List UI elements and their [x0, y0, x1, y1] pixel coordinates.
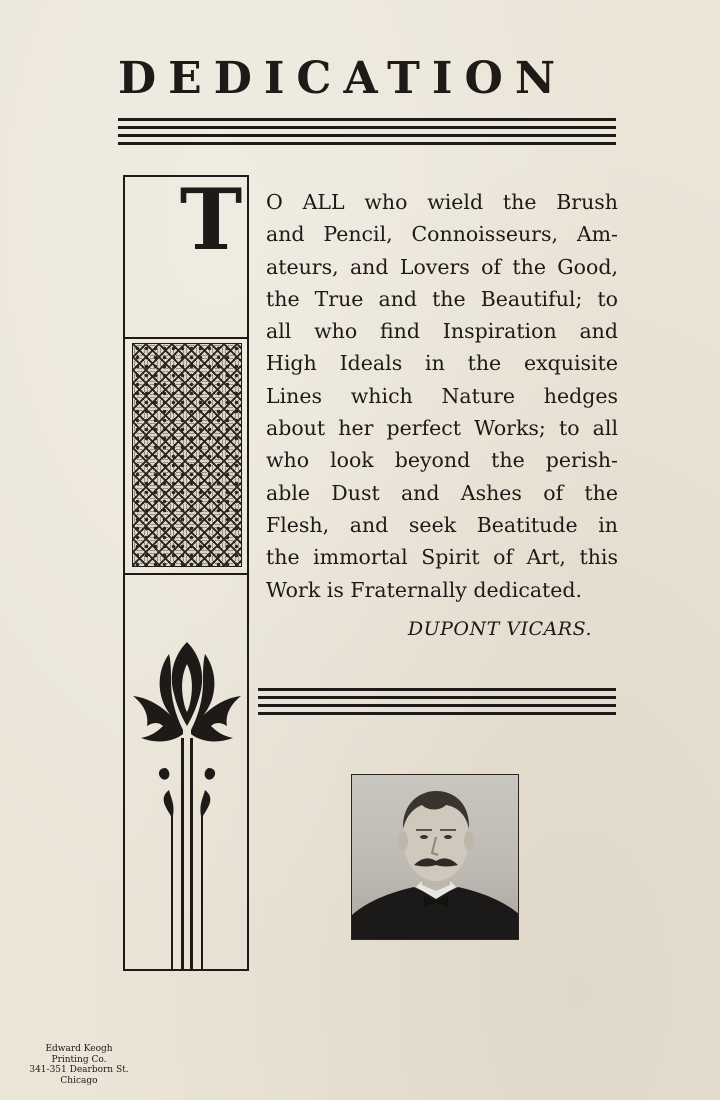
dedication-line: who look beyond the perish- [266, 448, 618, 473]
dedication-line: High Ideals in the exquisite [266, 351, 618, 376]
dedication-line: Flesh, and seek Beatitude in [266, 512, 618, 537]
signature: DUPONT VICARS. [407, 618, 592, 640]
decorative-lattice-pattern [132, 343, 242, 567]
dedication-line: about her perfect Works; to all [266, 416, 618, 441]
imprint-line: 341-351 Dearborn St. [29, 1065, 129, 1075]
dedication-line: all who find Inspiration and [266, 319, 618, 344]
drop-cap: T [179, 170, 243, 269]
dedication-line: able Dust and Ashes of the [266, 480, 618, 505]
portrait-photograph [351, 774, 519, 940]
printer-imprint [20, 1044, 138, 1086]
section-rules [258, 688, 616, 716]
dedication-line: the immortal Spirit of Art, this [266, 545, 618, 570]
dedication-line: ateurs, and Lovers of the Good, [266, 254, 618, 279]
page-title: DEDICATION [118, 53, 568, 104]
dedication-line: O ALL who wield the Brush [266, 190, 618, 214]
title-rules [118, 118, 616, 146]
dedication-line: the True and the Beautiful; to [266, 286, 618, 311]
imprint-line: Chicago [60, 1075, 98, 1086]
dedication-line: Lines which Nature hedges [266, 383, 618, 408]
floral-ornament-icon [129, 638, 245, 970]
dedication-text [266, 186, 618, 606]
imprint-line: Edward Keogh [45, 1044, 113, 1054]
dedication-line: Work is Fraternally dedicated. [266, 577, 583, 602]
imprint-line: Printing Co. [51, 1054, 107, 1065]
dedication-line: and Pencil, Connoisseurs, Am- [266, 222, 618, 247]
